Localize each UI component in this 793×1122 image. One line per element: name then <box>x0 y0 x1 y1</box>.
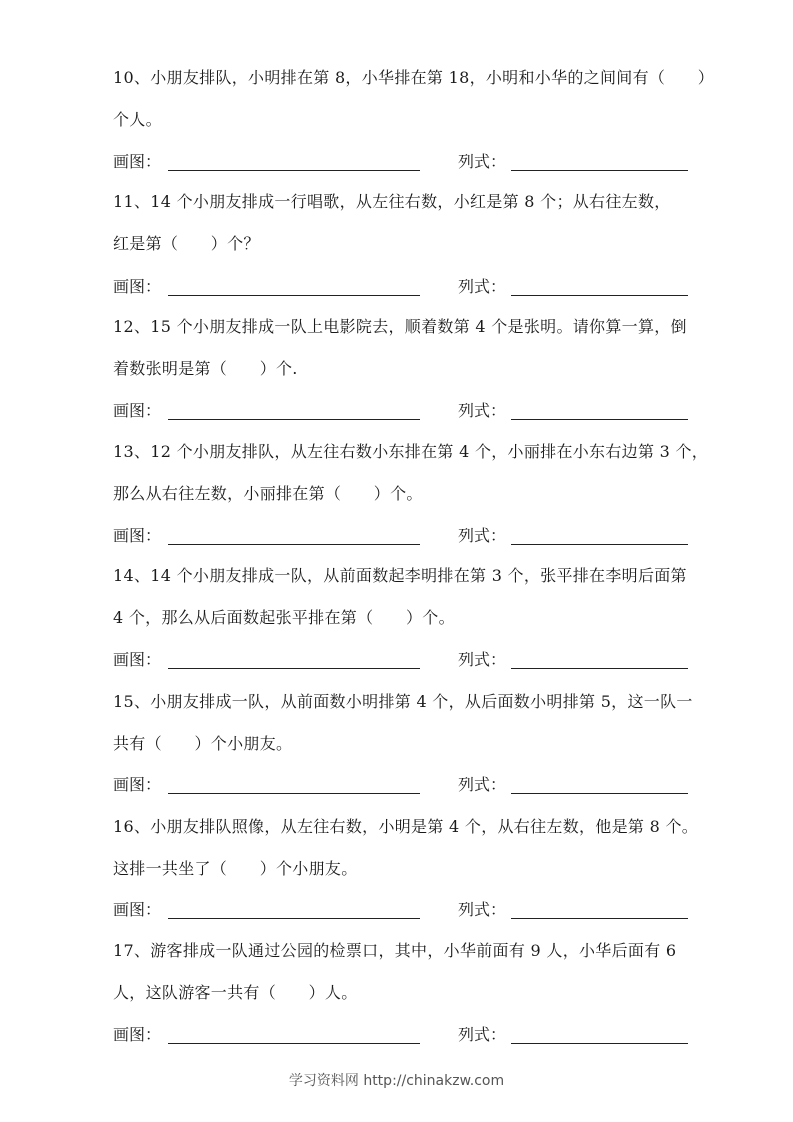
answer-row-14 <box>113 643 733 673</box>
answer-row-13 <box>113 519 733 549</box>
draw-blank-line[interactable] <box>168 793 420 794</box>
draw-label: 画图： <box>113 401 162 420</box>
draw-blank-line[interactable] <box>168 419 420 420</box>
formula-blank-line[interactable] <box>511 419 688 420</box>
question-15 <box>113 681 763 765</box>
formula-label: 列式： <box>458 775 507 794</box>
draw-label: 画图： <box>113 900 162 919</box>
formula-label: 列式： <box>458 1025 507 1044</box>
formula-label: 列式： <box>458 401 507 420</box>
draw-label: 画图： <box>113 775 162 794</box>
draw-label: 画图： <box>113 526 162 545</box>
formula-blank-line[interactable] <box>511 668 688 669</box>
answer-row-16 <box>113 893 733 923</box>
formula-blank-line[interactable] <box>511 170 688 171</box>
formula-label: 列式： <box>458 900 507 919</box>
question-13 <box>113 431 763 515</box>
question-text-line: 15、小朋友排成一队，从前面数小明排第 4 个，从后面数小明排第 5，这一队一 <box>113 692 693 711</box>
question-text-line: 个人。 <box>113 110 162 129</box>
draw-blank-line[interactable] <box>168 918 420 919</box>
formula-label: 列式： <box>458 152 507 171</box>
question-text-line: 17、游客排成一队通过公园的检票口，其中，小华前面有 9 人，小华后面有 6 <box>113 941 677 960</box>
draw-blank-line[interactable] <box>168 668 420 669</box>
question-text-line: 着数张明是第（ ）个. <box>113 359 298 378</box>
answer-row-11 <box>113 270 733 300</box>
question-text-line: 10、小朋友排队，小明排在第 8，小华排在第 18，小明和小华的之间间有（ ） <box>113 68 715 87</box>
draw-label: 画图： <box>113 650 162 669</box>
formula-blank-line[interactable] <box>511 1043 688 1044</box>
question-16 <box>113 806 763 890</box>
draw-label: 画图： <box>113 277 162 296</box>
draw-blank-line[interactable] <box>168 544 420 545</box>
draw-label: 画图： <box>113 152 162 171</box>
question-14 <box>113 555 763 639</box>
answer-row-17 <box>113 1018 733 1048</box>
formula-blank-line[interactable] <box>511 295 688 296</box>
question-text-line: 13、12 个小朋友排队，从左往右数小东排在第 4 个，小丽排在小东右边第 3 个， <box>113 442 709 461</box>
formula-label: 列式： <box>458 526 507 545</box>
formula-blank-line[interactable] <box>511 793 688 794</box>
formula-label: 列式： <box>458 277 507 296</box>
footer-watermark: 学习资料网 http://chinakzw.com <box>288 1073 505 1089</box>
draw-label: 画图： <box>113 1025 162 1044</box>
question-12 <box>113 306 763 390</box>
question-text-line: 16、小朋友排队照像，从左往右数，小明是第 4 个，从右往左数，他是第 8 个。 <box>113 817 699 836</box>
formula-blank-line[interactable] <box>511 544 688 545</box>
question-17 <box>113 930 763 1014</box>
question-text-line: 12、15 个小朋友排成一队上电影院去，顺着数第 4 个是张明。请你算一算，倒 <box>113 317 687 336</box>
question-text-line: 人，这队游客一共有（ ）人。 <box>113 983 358 1002</box>
formula-blank-line[interactable] <box>511 918 688 919</box>
answer-row-12 <box>113 394 733 424</box>
question-text-line: 14、14 个小朋友排成一队，从前面数起李明排在第 3 个，张平排在李明后面第 <box>113 566 687 585</box>
answer-row-10 <box>113 145 733 175</box>
question-10 <box>113 57 763 141</box>
question-11 <box>113 181 763 265</box>
draw-blank-line[interactable] <box>168 1043 420 1044</box>
question-text-line: 那么从右往左数，小丽排在第（ ）个。 <box>113 484 423 503</box>
answer-row-15 <box>113 768 733 798</box>
question-text-line: 11、14 个小朋友排成一行唱歌，从左往右数，小红是第 8 个；从右往左数， <box>113 192 671 211</box>
draw-blank-line[interactable] <box>168 295 420 296</box>
question-text-line: 4 个，那么从后面数起张平排在第（ ）个。 <box>113 608 455 627</box>
question-text-line: 这排一共坐了（ ）个小朋友。 <box>113 859 358 878</box>
formula-label: 列式： <box>458 650 507 669</box>
question-text-line: 红是第（ ）个？ <box>113 234 260 253</box>
draw-blank-line[interactable] <box>168 170 420 171</box>
question-text-line: 共有（ ）个小朋友。 <box>113 734 293 753</box>
